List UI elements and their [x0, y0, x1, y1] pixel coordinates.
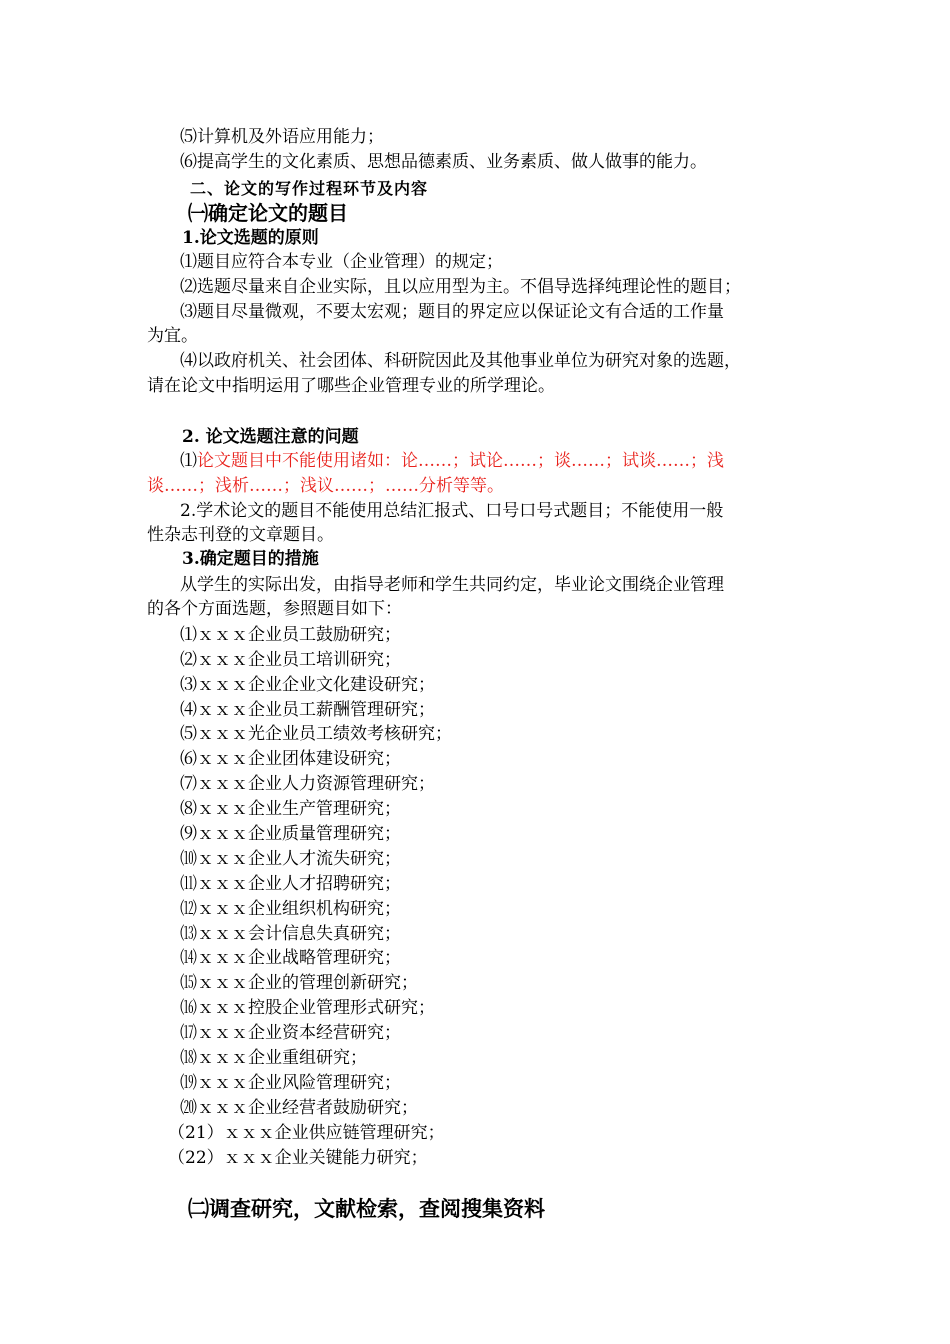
subsection-heading-2: ㈡调查研究，文献检索，查阅搜集资料: [188, 1196, 545, 1221]
principle-1: ⑴题目应符合本专业（企业管理）的规定；: [180, 252, 503, 272]
topic-item: ⒄ｘｘｘ企业资本经营研究；: [180, 1023, 401, 1043]
topic-item: ⒃ｘｘｘ控股企业管理形式研究；: [180, 998, 435, 1018]
notes-heading: 2. 论文选题注意的问题: [182, 427, 359, 447]
topic-item: ⑶ｘｘｘ企业企业文化建设研究；: [180, 675, 435, 695]
note-2-line-1: 2.学术论文的题目不能使用总结汇报式、口号口号式题目；不能使用一般: [180, 501, 724, 521]
topic-item: ⑽ｘｘｘ企业人才流失研究；: [180, 849, 401, 869]
principles-heading: 1.论文选题的原则: [182, 228, 319, 248]
topic-item: （22）ｘｘｘ企业关键能力研究；: [168, 1148, 428, 1168]
topic-item: ⑾ｘｘｘ企业人才招聘研究；: [180, 874, 401, 894]
topic-item: ⑷ｘｘｘ企业员工薪酬管理研究；: [180, 700, 435, 720]
topic-item: ⑻ｘｘｘ企业生产管理研究；: [180, 799, 401, 819]
note-1-line-1: [180, 449, 850, 474]
topic-item: ⒆ｘｘｘ企业风险管理研究；: [180, 1073, 401, 1093]
topic-item: ⒂ｘｘｘ企业的管理创新研究；: [180, 973, 418, 993]
note-1-text: 论文题目中不能使用诸如：论……；试论……；谈……；试谈……；浅: [197, 451, 724, 471]
topic-item: ⑸ｘｘｘ光企业员工绩效考核研究；: [180, 724, 452, 744]
intro-item-5: ⑸计算机及外语应用能力；: [180, 127, 384, 147]
topic-item: ⒅ｘｘｘ企业重组研究；: [180, 1048, 367, 1068]
principle-4-line-1: ⑷以政府机关、社会团体、科研院因此及其他事业单位为研究对象的选题，: [180, 351, 741, 371]
subsection-heading-1: ㈠确定论文的题目: [188, 201, 348, 225]
measures-desc-line-2: 的各个方面选题，参照题目如下：: [147, 599, 402, 619]
topic-item: ⑼ｘｘｘ企业质量管理研究；: [180, 824, 401, 844]
topic-item: ⑿ｘｘｘ企业组织机构研究；: [180, 899, 401, 919]
principle-2: ⑵选题尽量来自企业实际，且以应用型为主。不倡导选择纯理论性的题目；: [180, 277, 741, 297]
measures-desc-line-1: 从学生的实际出发，由指导老师和学生共同约定，毕业论文围绕企业管理: [180, 575, 724, 595]
topic-item: ⑴ｘｘｘ企业员工鼓励研究；: [180, 625, 401, 645]
section-heading: 二、论文的写作过程环节及内容: [190, 179, 429, 198]
intro-item-6: ⑹提高学生的文化素质、思想品德素质、业务素质、做人做事的能力。: [180, 152, 707, 172]
topic-item: ⒇ｘｘｘ企业经营者鼓励研究；: [180, 1098, 418, 1118]
principle-3-line-2: 为宜。: [147, 326, 198, 346]
topic-item: ⑹ｘｘｘ企业团体建设研究；: [180, 749, 401, 769]
note-1-line-2: 谈……；浅析……；浅议……；……分析等等。: [147, 476, 504, 496]
topic-item: ⑵ｘｘｘ企业员工培训研究；: [180, 650, 401, 670]
note-1-number: ⑴: [180, 451, 197, 471]
topic-item: ⒀ｘｘｘ会计信息失真研究；: [180, 924, 401, 944]
measures-heading: 3.确定题目的措施: [182, 549, 319, 569]
topic-item: ⒁ｘｘｘ企业战略管理研究；: [180, 948, 401, 968]
topic-item: （21）ｘｘｘ企业供应链管理研究；: [168, 1123, 445, 1143]
principle-4-line-2: 请在论文中指明运用了哪些企业管理专业的所学理论。: [147, 376, 555, 396]
note-2-line-2: 性杂志刊登的文章题目。: [147, 525, 334, 545]
topic-item: ⑺ｘｘｘ企业人力资源管理研究；: [180, 774, 435, 794]
principle-3-line-1: ⑶题目尽量微观，不要太宏观；题目的界定应以保证论文有合适的工作量: [180, 302, 724, 322]
